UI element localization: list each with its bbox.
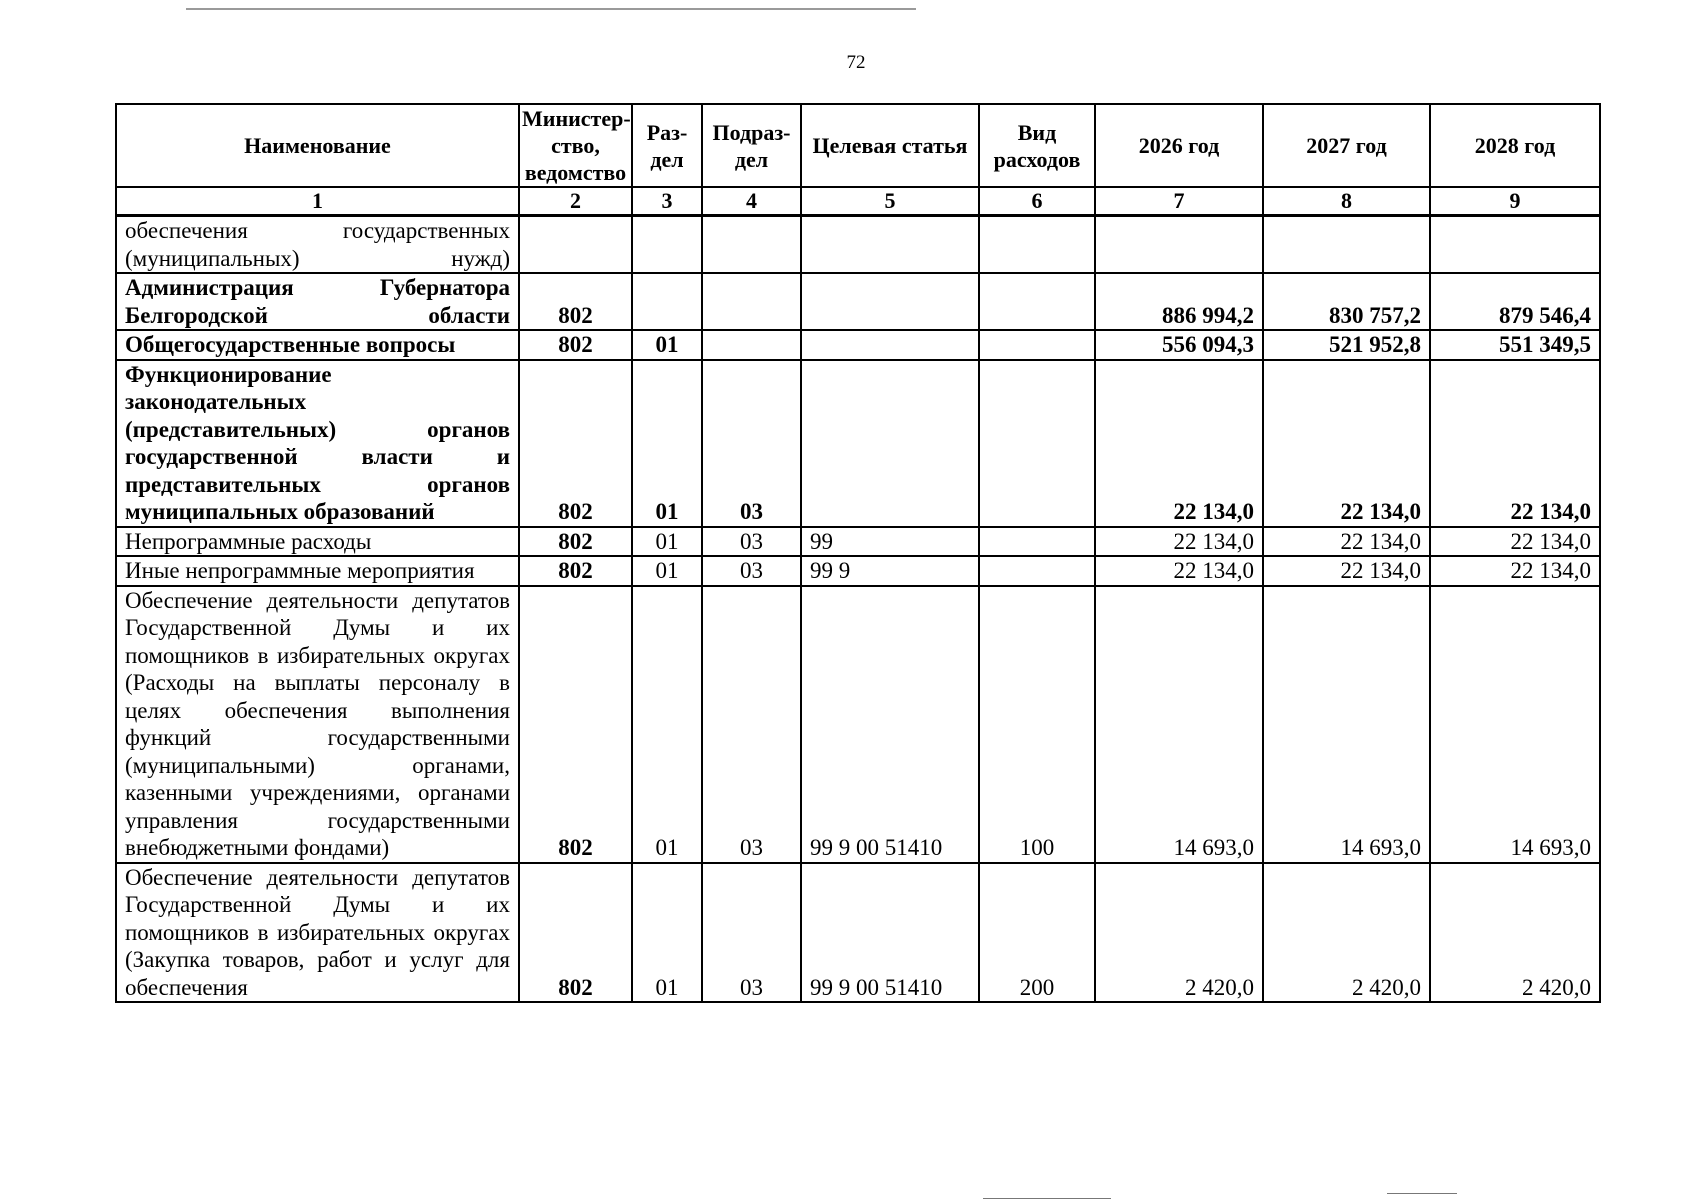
row-2028: 22 134,0 xyxy=(1430,527,1600,557)
header-row xyxy=(116,104,1600,187)
row-subsection: 03 xyxy=(702,863,801,1003)
row-expense-type xyxy=(979,273,1095,330)
row-section: 01 xyxy=(632,360,702,527)
row-name: Функционирование законодательных (представительных) органов государственной власти и представительных органов муниципальных образований xyxy=(116,360,519,527)
header-ministry: Министер-ство, ведомство xyxy=(519,104,632,187)
row-target xyxy=(801,273,979,330)
header-subsection: Подраз-дел xyxy=(702,104,801,187)
row-subsection xyxy=(702,330,801,360)
column-number: 1 xyxy=(116,187,519,216)
row-subsection: 03 xyxy=(702,586,801,863)
row-2026: 886 994,2 xyxy=(1095,273,1263,330)
row-2027: 22 134,0 xyxy=(1263,556,1430,586)
row-2026 xyxy=(1095,216,1263,274)
page-number: 72 xyxy=(846,52,866,73)
row-section xyxy=(632,273,702,330)
row-expense-type xyxy=(979,527,1095,557)
row-name: обеспечения государственных (муниципальных) нужд) xyxy=(116,216,519,274)
header-expense-type: Вид расходов xyxy=(979,104,1095,187)
row-name: Непрограммные расходы xyxy=(116,527,519,557)
table-row xyxy=(116,556,1600,586)
row-subsection xyxy=(702,273,801,330)
column-number: 8 xyxy=(1263,187,1430,216)
row-section: 01 xyxy=(632,527,702,557)
row-expense-type xyxy=(979,360,1095,527)
row-subsection: 03 xyxy=(702,556,801,586)
row-2027: 22 134,0 xyxy=(1263,360,1430,527)
header-2028: 2028 год xyxy=(1430,104,1600,187)
row-2026: 22 134,0 xyxy=(1095,527,1263,557)
table-row xyxy=(116,527,1600,557)
row-2028: 14 693,0 xyxy=(1430,586,1600,863)
row-2026: 14 693,0 xyxy=(1095,586,1263,863)
row-section: 01 xyxy=(632,863,702,1003)
row-2028: 2 420,0 xyxy=(1430,863,1600,1003)
row-section: 01 xyxy=(632,556,702,586)
row-ministry: 802 xyxy=(519,586,632,863)
row-ministry: 802 xyxy=(519,556,632,586)
row-name: Обеспечение деятельности депутатов Государственной Думы и их помощников в избирательных округах (Расходы на выплаты персоналу в целях обеспечения выполнения функций государственными (муниципальными) органами, казенными учреждениями, органами управления государственными внебюджетными фондами) xyxy=(116,586,519,863)
header-name: Наименование xyxy=(116,104,519,187)
table-row xyxy=(116,273,1600,330)
bottom-scan-rule xyxy=(1387,1193,1457,1194)
row-2027: 830 757,2 xyxy=(1263,273,1430,330)
row-2028: 551 349,5 xyxy=(1430,330,1600,360)
row-ministry: 802 xyxy=(519,527,632,557)
row-2028: 22 134,0 xyxy=(1430,360,1600,527)
column-number: 2 xyxy=(519,187,632,216)
top-scan-rule xyxy=(186,8,916,10)
row-ministry: 802 xyxy=(519,360,632,527)
budget-table xyxy=(115,103,1601,1003)
row-section xyxy=(632,216,702,274)
row-2026: 22 134,0 xyxy=(1095,360,1263,527)
row-target xyxy=(801,330,979,360)
table-row xyxy=(116,330,1600,360)
row-target: 99 9 00 51410 xyxy=(801,863,979,1003)
header-2026: 2026 год xyxy=(1095,104,1263,187)
column-number: 5 xyxy=(801,187,979,216)
row-name: Администрация Губернатора Белгородской области xyxy=(116,273,519,330)
row-2028 xyxy=(1430,216,1600,274)
row-ministry: 802 xyxy=(519,863,632,1003)
row-target: 99 9 00 51410 xyxy=(801,586,979,863)
column-number: 7 xyxy=(1095,187,1263,216)
row-2027 xyxy=(1263,216,1430,274)
column-numbers-row xyxy=(116,187,1600,216)
row-name: Обеспечение деятельности депутатов Государственной Думы и их помощников в избирательных округах (Закупка товаров, работ и услуг для обеспечения xyxy=(116,863,519,1003)
row-expense-type xyxy=(979,556,1095,586)
row-ministry: 802 xyxy=(519,330,632,360)
row-target: 99 xyxy=(801,527,979,557)
table-row xyxy=(116,216,1600,274)
row-ministry xyxy=(519,216,632,274)
column-number: 3 xyxy=(632,187,702,216)
column-number: 9 xyxy=(1430,187,1600,216)
row-target xyxy=(801,360,979,527)
row-subsection: 03 xyxy=(702,527,801,557)
row-2027: 2 420,0 xyxy=(1263,863,1430,1003)
row-2027: 22 134,0 xyxy=(1263,527,1430,557)
row-2026: 22 134,0 xyxy=(1095,556,1263,586)
row-name: Иные непрограммные мероприятия xyxy=(116,556,519,586)
row-name: Общегосударственные вопросы xyxy=(116,330,519,360)
header-2027: 2027 год xyxy=(1263,104,1430,187)
row-expense-type xyxy=(979,216,1095,274)
row-subsection xyxy=(702,216,801,274)
row-target xyxy=(801,216,979,274)
header-target: Целевая статья xyxy=(801,104,979,187)
row-2027: 521 952,8 xyxy=(1263,330,1430,360)
header-section: Раз-дел xyxy=(632,104,702,187)
row-expense-type: 100 xyxy=(979,586,1095,863)
column-number: 6 xyxy=(979,187,1095,216)
table-row xyxy=(116,863,1600,1003)
row-section: 01 xyxy=(632,330,702,360)
row-expense-type: 200 xyxy=(979,863,1095,1003)
row-2028: 22 134,0 xyxy=(1430,556,1600,586)
row-2026: 2 420,0 xyxy=(1095,863,1263,1003)
column-number: 4 xyxy=(702,187,801,216)
row-section: 01 xyxy=(632,586,702,863)
row-expense-type xyxy=(979,330,1095,360)
row-2026: 556 094,3 xyxy=(1095,330,1263,360)
bottom-scan-rule xyxy=(983,1198,1111,1199)
row-subsection: 03 xyxy=(702,360,801,527)
row-ministry: 802 xyxy=(519,273,632,330)
row-target: 99 9 xyxy=(801,556,979,586)
table-row xyxy=(116,586,1600,863)
table-row xyxy=(116,360,1600,527)
row-2027: 14 693,0 xyxy=(1263,586,1430,863)
row-2028: 879 546,4 xyxy=(1430,273,1600,330)
